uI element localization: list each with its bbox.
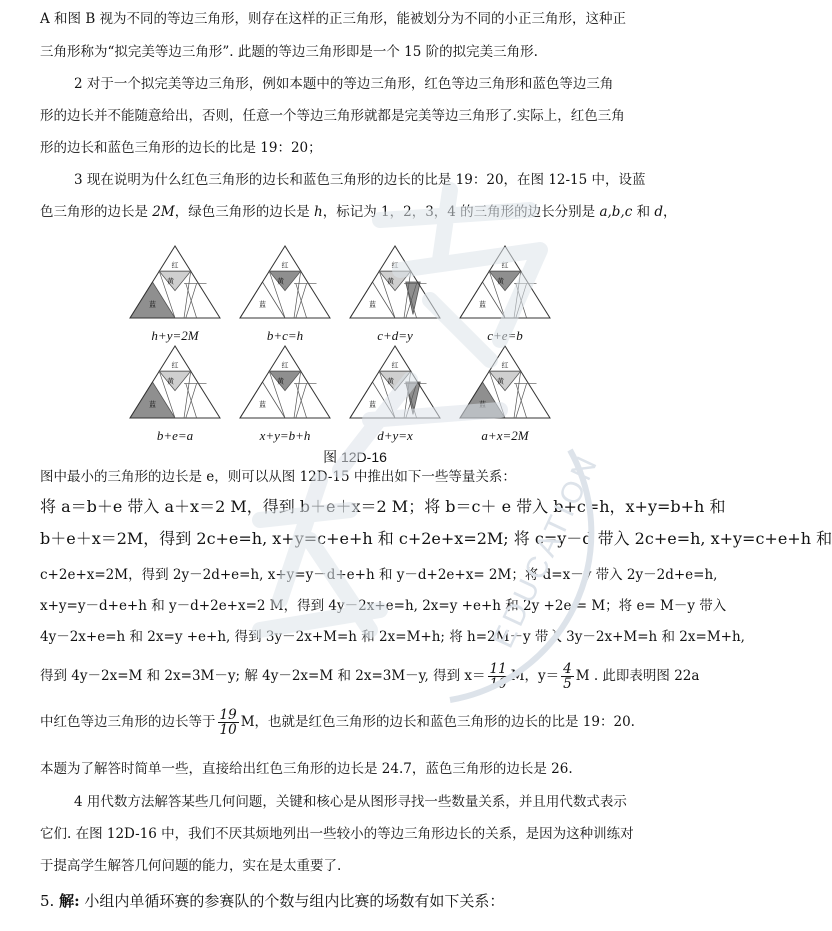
text-line: 4y－2x+e=h 和 2x=y +e+h, 得到 3y－2x+M=h 和 2x=M+h; 将 h=2M－y 带入 3y－2x+M=h 和 2x=M+h,: [40, 629, 745, 645]
yellow-label: 黄: [277, 277, 284, 286]
red-label: 红: [171, 261, 179, 270]
yellow-label: 黄: [277, 377, 284, 386]
text-span: 小组内单循环赛的参赛队的个数与组内比赛的场数有如下关系：: [79, 892, 505, 910]
yellow-label: 黄: [497, 277, 504, 286]
text-span: 和: [632, 204, 655, 220]
blue-label: 蓝: [149, 300, 156, 309]
text-span: 中红色等边三角形的边长等于: [40, 714, 216, 730]
panel-equation: c+e=b: [487, 328, 523, 343]
panel-equation: b+e=a: [156, 428, 194, 443]
yellow-label: 黄: [387, 277, 394, 286]
math-span: h: [314, 204, 323, 220]
yellow-label: 黄: [167, 277, 174, 286]
math-span: a,b,c: [599, 204, 633, 220]
blue-label: 蓝: [369, 400, 376, 409]
yellow-triangle: [489, 371, 521, 390]
yellow-label: 黄: [167, 377, 174, 386]
text-span: M，也就是红色三角形的边长和蓝色三角形的边长的比是 19：20.: [240, 714, 635, 730]
text-span: 色三角形的边长是: [40, 204, 153, 220]
red-label: 红: [391, 261, 399, 270]
text-span: M . 此即表明图 22a: [575, 668, 700, 684]
math-span: 2M: [152, 204, 175, 220]
blue-label: 蓝: [259, 400, 266, 409]
text-line: 4 用代数方法解答某些几何问题，关键和核心是从图形寻找一些数量关系，并且用代数式表示: [74, 794, 627, 810]
panel-equation: x+y=b+h: [259, 428, 311, 443]
text-span: M，y＝: [510, 668, 560, 684]
fraction-denominator: 10: [489, 676, 507, 692]
fraction: [488, 662, 509, 691]
text-line: 三角形称为“拟完美等边三角形”. 此题的等边三角形即是一个 15 阶的拟完美三角形.: [40, 44, 538, 60]
blue-label: 蓝: [149, 400, 156, 409]
triangle-diagram: [350, 246, 440, 343]
fraction-denominator: 10: [219, 722, 237, 738]
text-line: 图中最小的三角形的边长是 e，则可以从图 12D-15 中推出如下一些等量关系：: [40, 469, 516, 485]
red-label: 红: [501, 361, 509, 370]
text-span: ，绿色三角形的边长是: [174, 204, 315, 220]
panel-equation: c+d=y: [377, 328, 413, 343]
yellow-triangle: [269, 371, 301, 390]
yellow-label: 黄: [387, 377, 394, 386]
watermark-text: EDUCATION: [486, 448, 606, 653]
yellow-label: 黄: [497, 377, 504, 386]
item-number: 5.: [40, 892, 60, 910]
fraction: [561, 662, 574, 691]
text-line: 将 a＝b＋e 带入 a＋x＝2 M，得到 b＋e＋x＝2 M；将 b＝c＋ e 带入 b+c=h，x+y=b+h 和: [40, 497, 726, 516]
text-line: x+y=y－d+e+h 和 y－d+2e+x=2 M，得到 4y－2x+e=h, 2x=y +e+h 和 2y +2e = M；将 e= M－y 带入: [40, 598, 727, 614]
text-line: [40, 892, 504, 910]
red-label: 红: [281, 261, 289, 270]
text-line: c+2e+x=2M，得到 2y－2d+e=h, x+y=y－d+e+h 和 y－d+2e+x= 2M；将 d=x－y 带入 2y－2d+e=h,: [40, 567, 718, 583]
fraction-denominator: 5: [563, 676, 572, 692]
shaded-small-triangle: [406, 282, 420, 314]
text-line: [40, 203, 677, 221]
text-line: 它们. 在图 12D-16 中，我们不厌其烦地列出一些较小的等边三角形边长的关系，是因为这种训练对: [40, 826, 634, 842]
shaded-small-triangle: [406, 382, 420, 414]
triangle-diagram: [130, 346, 220, 443]
yellow-triangle: [489, 271, 521, 290]
text-line: 3 现在说明为什么红色三角形的边长和蓝色三角形的边长的比是 19：20，在图 12-15 中，设蓝: [74, 172, 646, 188]
red-label: 红: [501, 261, 509, 270]
red-label: 红: [281, 361, 289, 370]
figure-caption: 图 12D-16: [323, 449, 387, 465]
triangle-diagram: [240, 246, 330, 343]
text-line: 于提高学生解答几何问题的能力，实在是太重要了.: [40, 858, 342, 874]
fraction-numerator: 11: [489, 661, 507, 677]
text-span: ，: [663, 204, 677, 220]
triangle-diagram: [130, 246, 220, 343]
yellow-triangle: [379, 271, 411, 290]
yellow-triangle: [159, 271, 191, 290]
text-line: [40, 706, 635, 738]
triangle-diagram: [350, 346, 440, 443]
triangle-diagram: [460, 346, 550, 443]
fraction-numerator: 4: [563, 661, 572, 677]
blue-label: 蓝: [479, 300, 486, 309]
text-line: 本题为了解答时简单一些，直接给出红色三角形的边长是 24.7，蓝色三角形的边长是 26.: [40, 761, 573, 777]
red-label: 红: [391, 361, 399, 370]
blue-label: 蓝: [259, 300, 266, 309]
text-line: 2 对于一个拟完美等边三角形，例如本题中的等边三角形，红色等边三角形和蓝色等边三角: [74, 76, 614, 92]
yellow-triangle: [159, 371, 191, 390]
text-line: [40, 660, 699, 692]
fraction: [218, 708, 239, 737]
panel-equation: d+y=x: [377, 428, 413, 443]
text-line: 形的边长和蓝色三角形的边长的比是 19：20；: [40, 140, 322, 156]
yellow-triangle: [269, 271, 301, 290]
yellow-triangle: [379, 371, 411, 390]
text-line: 形的边长并不能随意给出，否则，任意一个等边三角形就都是完美等边三角形了.实际上，红色三角: [40, 108, 625, 124]
solution-label: 解:: [59, 892, 80, 910]
red-label: 红: [171, 361, 179, 370]
panel-equation: h+y=2M: [151, 328, 199, 343]
text-line: b＋e＋x＝2M，得到 2c+e=h, x+y=c+e+h 和 c+2e+x=2M; 将 c=y－d 带入 2c+e=h, x+y=c+e+h 和: [40, 529, 832, 548]
triangle-diagram: [240, 346, 330, 443]
triangle-diagram: [460, 246, 550, 343]
panel-equation: b+c=h: [266, 328, 304, 343]
text-span: 得到 4y－2x=M 和 2x=3M－y; 解 4y－2x=M 和 2x=3M－y, 得到 x＝: [40, 668, 486, 684]
text-span: ，标记为 1，2，3，4 的三角形的边长分别是: [322, 204, 600, 220]
blue-label: 蓝: [479, 400, 486, 409]
panel-equation: a+x=2M: [481, 428, 529, 443]
blue-label: 蓝: [369, 300, 376, 309]
fraction-numerator: 19: [219, 707, 237, 723]
text-line: A 和图 B 视为不同的等边三角形，则存在这样的正三角形，能被划分为不同的小正三角形，这种正: [40, 11, 627, 27]
triangle-figure: [120, 240, 590, 470]
math-span: d: [654, 204, 664, 220]
